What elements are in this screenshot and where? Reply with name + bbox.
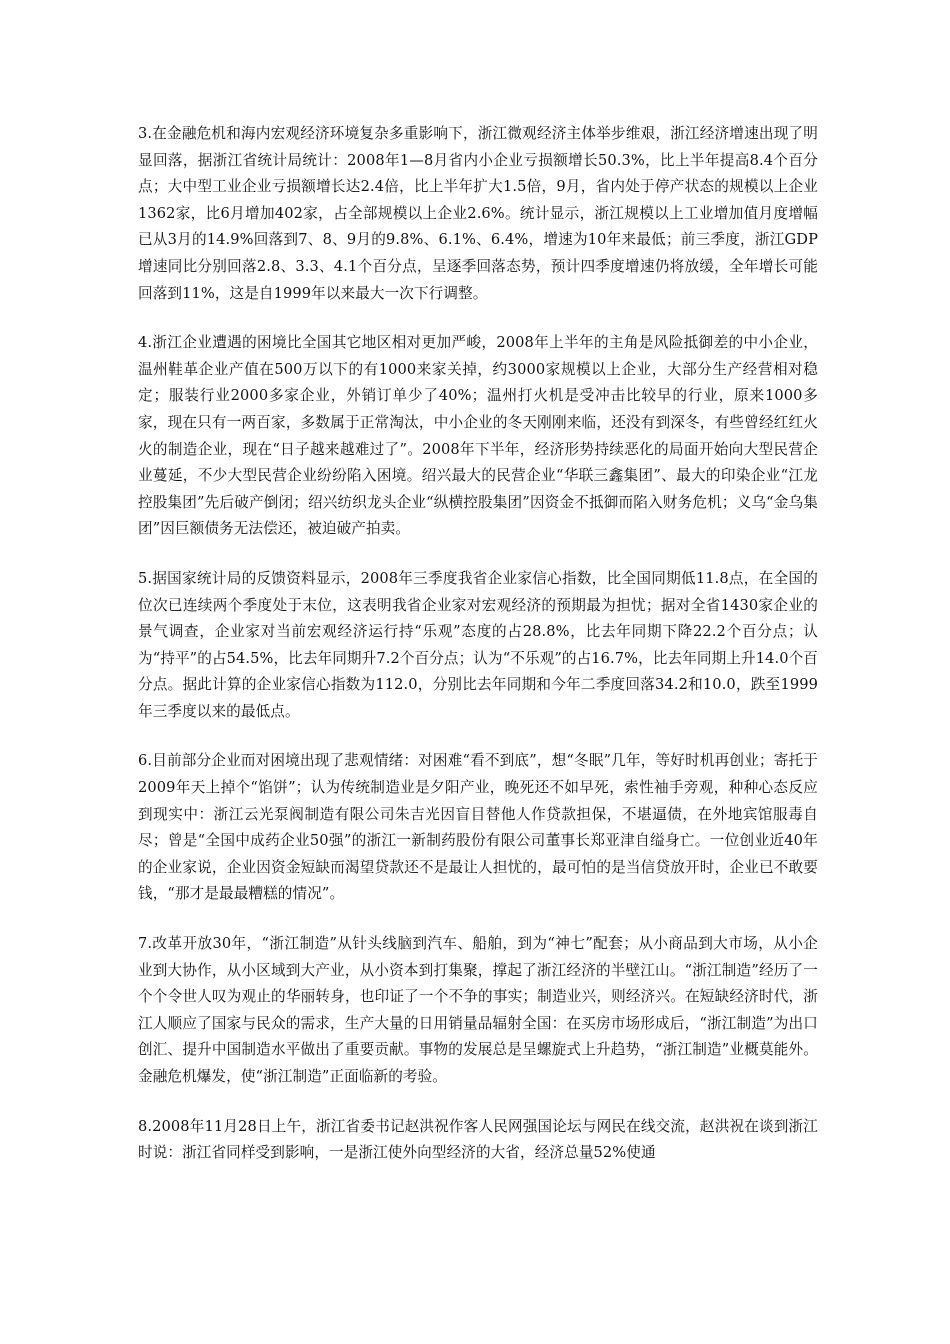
paragraph-8: 8.2008年11月28日上午，浙江省委书记赵洪祝作客人民网强国论坛与网民在线交流，赵洪祝在谈到浙江时说：浙江省同样受到影响，一是浙江使外向型经济的大省，经济总量52%使通 [138, 1117, 818, 1162]
document-page [138, 121, 818, 1167]
paragraph-3: 3.在金融危机和海内宏观经济环境复杂多重影响下，浙江微观经济主体举步维艰，浙江经济增速出现了明显回落，据浙江省统计局统计：2008年1—8月省内小企业亏损额增长50.3%，比上半年提高8.4个百分点；大中型工业企业亏损额增长达2.4倍，比上半年扩大1.5倍，9月，省内处于停产状态的规模以上企业1362家，比6月增加402家，占全部规模以上企业2.6%。统计显示，浙江规模以上工业增加值月度增幅已从3月的14.9%回落到7、8、9月的9.8%、6.1%、6.4%，增速为10年来最低；前三季度，浙江GDP增速同比分别回落2.8、3.3、4.1个百分点，呈逐季回落态势，预计四季度增速仍将放缓，全年增长可能回落到11%，这是自1999年以来最大一次下行调整。 [138, 125, 818, 302]
paragraph-6: 6.目前部分企业而对困境出现了悲观情绪：对困难“看不到底”，想“冬眠”几年，等好时机再创业；寄托于2009年天上掉个“馅饼”；认为传统制造业是夕阳产业，晚死还不如早死，索性袖手旁观，种种心态反应到现实中：浙江云光泵阀制造有限公司朱吉光因盲目替他人作贷款担保，不堪逼债，在外地宾馆服毒自尽；曾是“全国中成药企业50强”的浙江一新制药股份有限公司董事长郑亚津自缢身亡。一位创业近40年的企业家说，企业因资金短缺而渴望贷款还不是最让人担忧的，最可怕的是当信贷放开时，企业已不敢要钱，“那才是最最糟糕的情况”。 [138, 752, 818, 903]
paragraph-4: 4.浙江企业遭遇的困境比全国其它地区相对更加严峻，2008年上半年的主角是风险抵御差的中小企业，温州鞋革企业产值在500万以下的有1000来家关掉，约3000家规模以上企业，大部分生产经营相对稳定；服装行业2000多家企业，外销订单少了40%；温州打火机是受冲击比较早的行业，原来1000多家，现在只有一两百家，多数属于正常淘汰，中小企业的冬天刚刚来临，还没有到深冬，有些曾经红红火火的制造企业，现在“日子越来越难过了”。2008年下半年，经济形势持续恶化的局面开始向大型民营企业蔓延，不少大型民营企业纷纷陷入困境。绍兴最大的民营企业“华联三鑫集团”、最大的印染企业“江龙控股集团”先后破产倒闭；绍兴纺织龙头企业“纵横控股集团”因资金不抵御而陷入财务危机；义乌“金乌集团”因巨额债务无法偿还，被迫破产拍卖。 [138, 334, 818, 538]
paragraph-7: 7.改革开放30年，“浙江制造”从针头线脑到汽车、船舶，到为“神七”配套；从小商品到大市场，从小企业到大协作，从小区域到大产业，从小资本到打集聚，撑起了浙江经济的半壁江山。“浙江制造”经历了一个个令世人叹为观止的华丽转身，也印证了一个不争的事实；制造业兴，则经济兴。在短缺经济时代，浙江人顺应了国家与民众的需求，生产大量的日用销量品辐射全国：在买房市场形成后，“浙江制造”为出口创汇、提升中国制造水平做出了重要贡献。事物的发展总是呈螺旋式上升趋势，“浙江制造”业概莫能外。金融危机爆发，使“浙江制造”正面临新的考验。 [138, 935, 818, 1085]
paragraph-5: 5.据国家统计局的反馈资料显示，2008年三季度我省企业家信心指数，比全国同期低11.8点，在全国的位次已连续两个季度处于末位，这表明我省企业家对宏观经济的预期最为担忧；据对全省1430家企业的景气调查，企业家对当前宏观经济运行持“乐观”态度的占28.8%，比去年同期下降22.2个百分点；认为“持平”的占54.5%，比去年同期升7.2个百分点；认为“不乐观”的占16.7%，比去年同期上升14.0个百分点。据此计算的企业家信心指数为112.0，分别比去年同期和今年二季度回落34.2和10.0，跌至1999年三季度以来的最低点。 [138, 569, 818, 720]
